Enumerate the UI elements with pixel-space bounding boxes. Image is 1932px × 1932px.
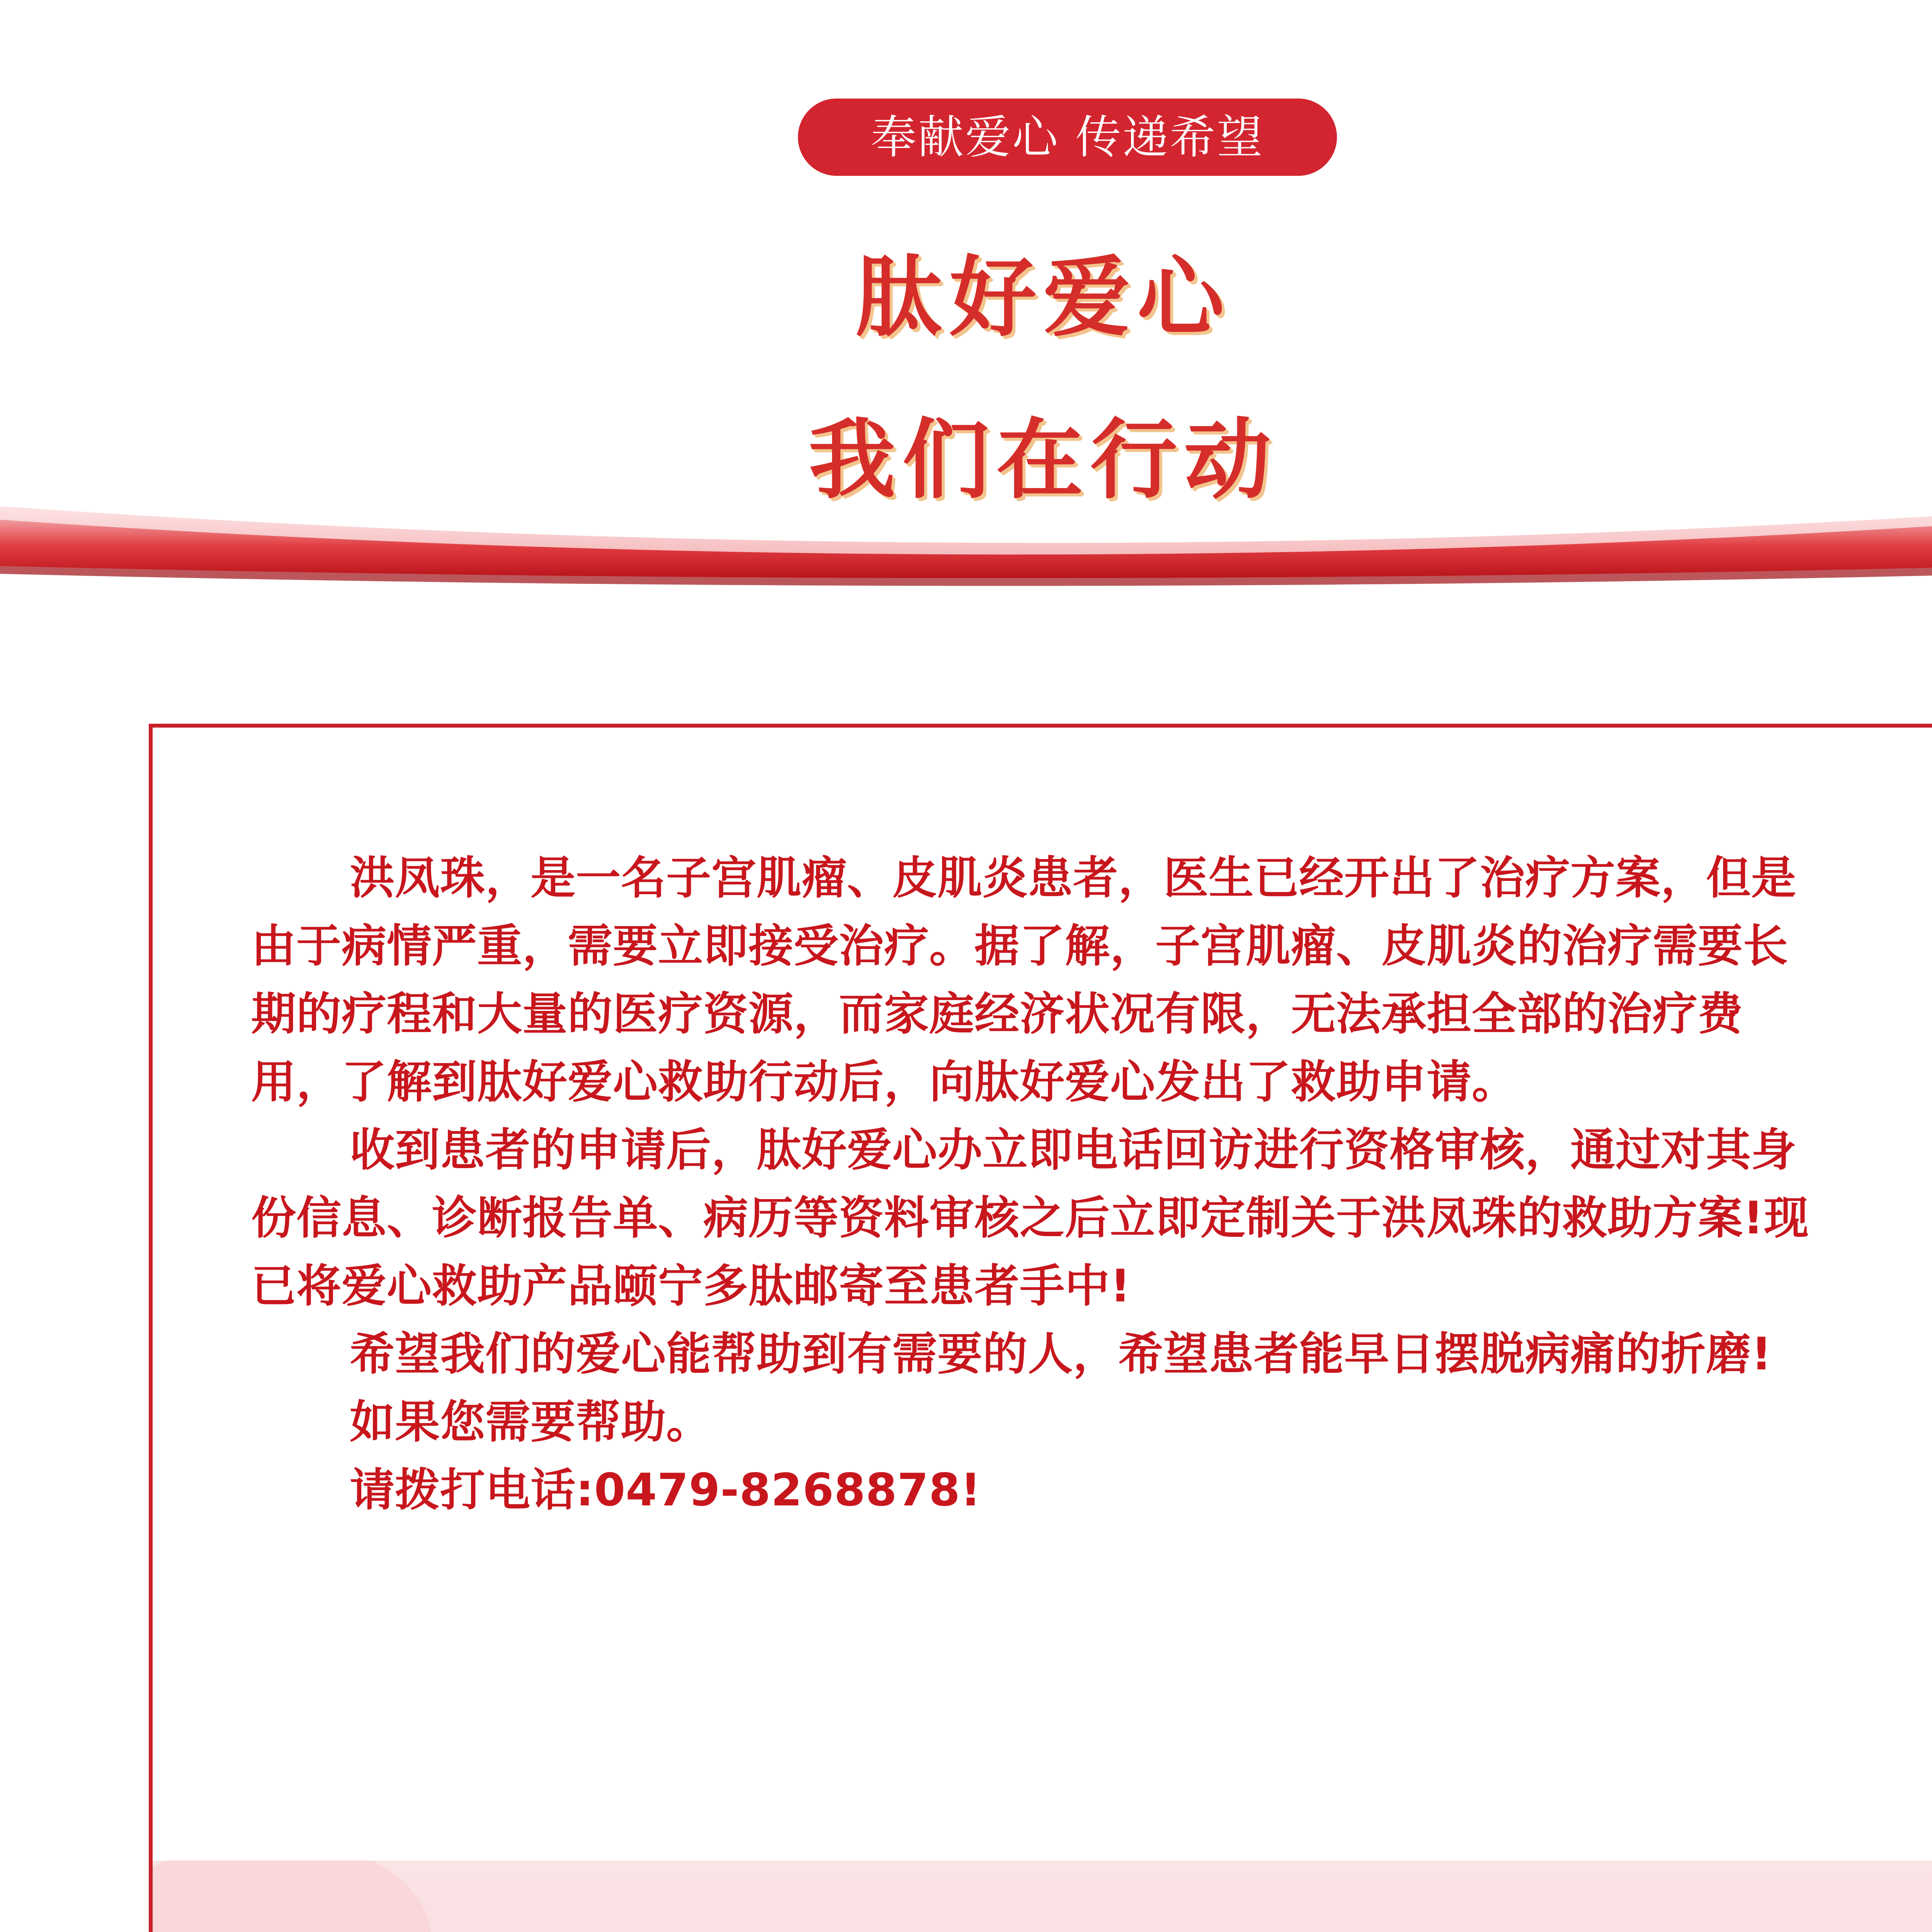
article-paragraph-3: 希望我们的爱心能帮助到有需要的人，希望患者能早日摆脱病痛的折磨! — [350, 1328, 1772, 1380]
header-swoosh-divider — [0, 464, 1932, 611]
article-help-note: 如果您需要帮助。 — [350, 1396, 712, 1448]
bg-blob — [153, 1861, 431, 1932]
headline-line-1: 肽好爱心 — [855, 247, 1231, 349]
slogan-text: 奉献爱心 传递希望 — [871, 111, 1264, 164]
slogan-pill — [798, 99, 1337, 176]
charity-banner — [153, 1861, 1932, 1932]
article-paragraph-1: 洪凤珠，是一名子宫肌瘤、皮肌炎患者，医生已经开出了治疗方案，但是由于病情严重，需要立即接受治疗。据了解，子宫肌瘤、皮肌炎的治疗需要长期的疗程和大量的医疗资源，而家庭经济状况有限，无法承担全部的治疗费用，了解到肽好爱心救助行动后，向肽好爱心发出了救助申请。 — [251, 852, 1797, 1108]
article-paragraph-2: 收到患者的申请后，肽好爱心办立即电话回访进行资格审核，通过对其身份信息、诊断报告单、病历等资料审核之后立即定制关于洪凤珠的救助方案!现已将爱心救助产品颐宁多肽邮寄至患者手中! — [251, 1124, 1809, 1312]
article-phone-line: 请拨打电话:0479-8268878! — [350, 1464, 981, 1516]
banner-illustration — [153, 1861, 1932, 1932]
article-body — [251, 844, 1828, 1524]
headline-line-2: 我们在行动 — [808, 410, 1278, 511]
